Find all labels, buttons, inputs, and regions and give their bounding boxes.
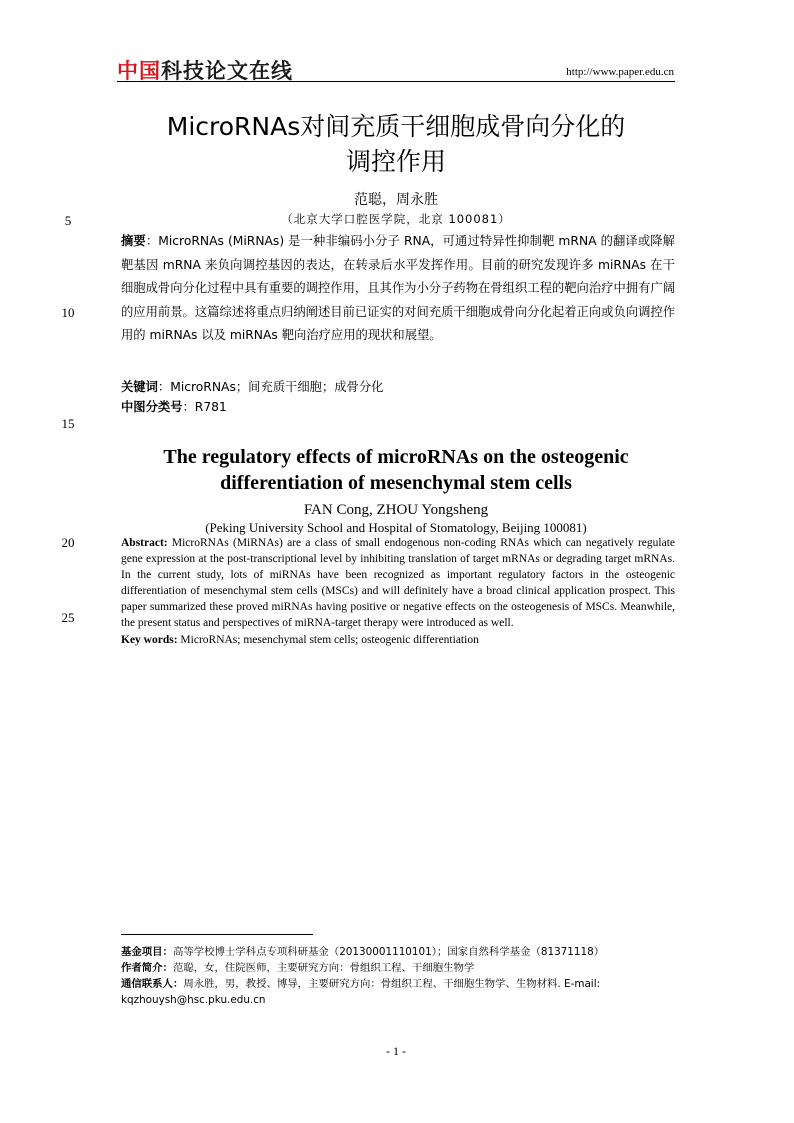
line-number-25: 25 [61,610,75,625]
classification-cn-label: 中图分类号 [121,400,183,414]
classification-cn-text: ：R781 [182,400,227,414]
title-en [117,444,675,496]
keywords-cn-text: ：MicroRNAs；间充质干细胞；成骨分化 [157,380,384,394]
affiliation-en: (Peking University School and Hospital of Stomatology, Beijing 100081) [205,520,587,535]
footnote-author-label: 作者简介： [121,962,173,974]
footnote-rule [121,934,313,935]
footnote-fund-text: 高等学校博士学科点专项科研基金（20130001110101）；国家自然科学基金（81371118） [172,946,605,958]
abstract-cn-text: ：MicroRNAs (MiRNAs) 是一种非编码小分子 RNA，可通过特异性抑制靶 mRNA 的翻译或降解靶基因 mRNA 来负向调控基因的表达，在转录后水平发挥作用。目前的研究发现许多 miRNAs 在干细胞成骨向分化过程中具有重要的调控作用，且其作为小分子药物在骨组织工程的靶向治疗中拥有广阔的应用前景。这篇综述将重点归纳阐述目前已证实的对间充质干细胞成骨向分化起着正向或负向调控作用的 miRNAs 以及 miRNAs 靶向治疗应用的现状和展望。 [121,234,675,342]
page-number: - 1 - [386,1044,406,1058]
keywords-en-label: Key words: [121,633,178,646]
footnote-contact [121,976,675,1008]
title-en-line1: The regulatory effects of microRNAs on the osteogenic [163,446,629,468]
line-number-10: 10 [61,305,75,320]
keywords-cn-label: 关键词 [121,380,158,394]
affiliation-cn: （北京大学口腔医学院，北京 100081） [281,212,511,226]
title-cn-line2: 调控作用 [345,147,446,176]
abstract-en-label: Abstract: [121,537,168,549]
header-url[interactable]: http://www.paper.edu.cn [566,66,674,78]
line-number-15: 15 [61,416,75,431]
footnote-fund [121,944,675,960]
abstract-cn-label: 摘要 [121,234,146,248]
keywords-cn [121,377,675,397]
line-number-5: 5 [64,213,72,228]
keywords-en [121,632,675,648]
footnote-fund-label: 基金项目： [121,946,173,958]
abstract-en-text: MicroRNAs (MiRNAs) are a class of small endogenous non-coding RNAs which can negatively regulate gene expression at the post-transcriptional level by inhibiting translation of target mRNAs or degrading target mRNAs. In the current study, lots of miRNAs have been recognized as important regulatory factors in the osteogenic differentiation of mesenchymal stem cells (MSCs) and will definitely have a broad clinical application prospect. This paper summarized these proved miRNAs having positive or negative effects on the osteogenesis of MSCs. Meanwhile, the present status and perspectives of miRNA-target therapy were introduced as well. [121,537,675,630]
line-number-20: 20 [61,535,75,550]
abstract-cn [121,230,675,348]
header-rule [117,81,675,82]
footnote-author-text: 范聪，女，住院医师，主要研究方向：骨组织工程、干细胞生物学 [172,962,475,974]
footnote-contact-text: 周永胜，男，教授、博导，主要研究方向：骨组织工程、干细胞生物学、生物材料. E-mail: kqzhouysh@hsc.pku.edu.cn [121,978,601,1006]
authors-cn: 范聪，周永胜 [354,192,438,208]
keywords-en-text: MicroRNAs; mesenchymal stem cells; osteogenic differentiation [177,633,479,646]
authors-en: FAN Cong, ZHOU Yongsheng [303,502,489,518]
classification-cn [121,397,675,417]
title-cn-line1: MicroRNAs对间充质干细胞成骨向分化的 [166,112,626,141]
logo-text: 科技论文在线 [161,59,293,83]
footnotes [121,944,675,1008]
abstract-en [121,535,675,648]
title-en-line2: differentiation of mesenchymal stem cells [220,472,572,494]
footnote-author [121,960,675,976]
footnote-contact-label: 通信联系人： [121,978,184,990]
logo-text-red: 中国 [117,59,161,83]
